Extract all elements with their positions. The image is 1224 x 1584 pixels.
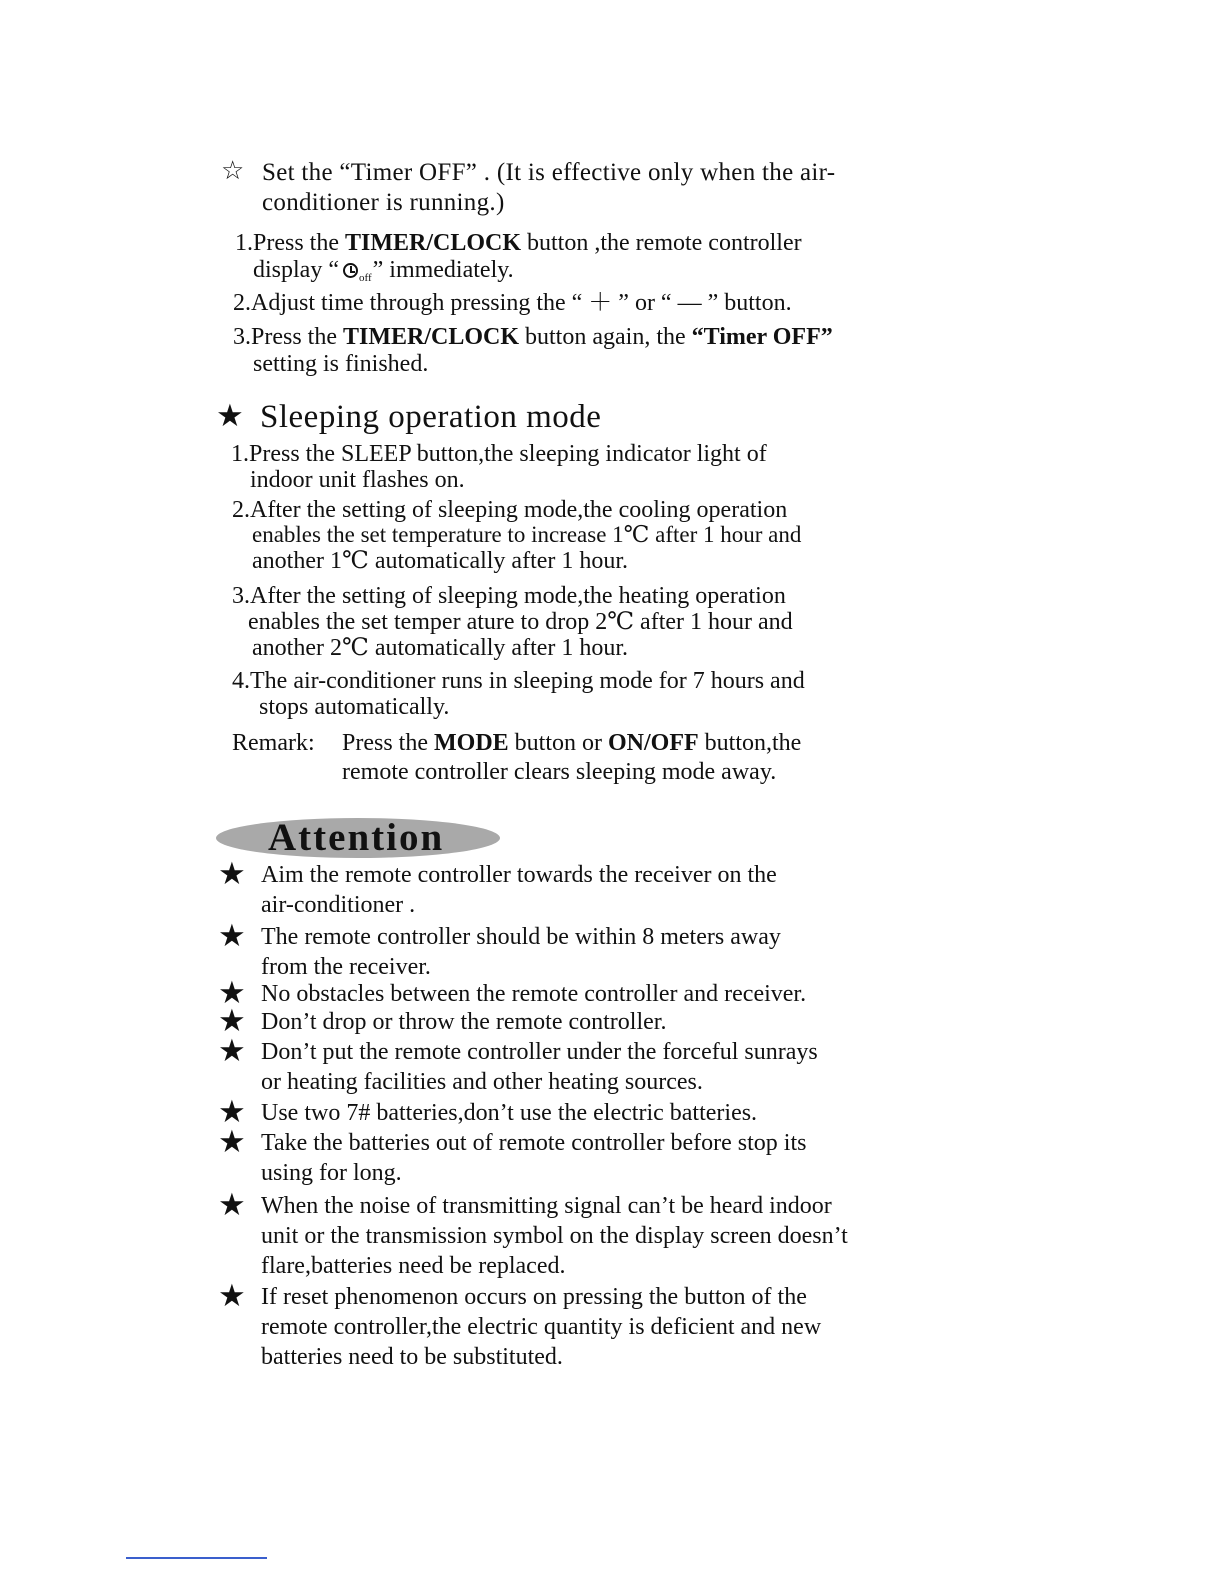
timer-off-step-3 — [233, 322, 833, 352]
sleep-remark-label: Remark: — [232, 730, 315, 756]
attention-item-8-line2: unit or the transmission symbol on the display screen doesn’t — [261, 1223, 848, 1249]
outline-star-icon: ☆ — [221, 156, 245, 186]
step1-display-suffix: ” immediately. — [372, 257, 514, 283]
sleep-item-1-line2: indoor unit flashes on. — [250, 467, 465, 493]
remark-mid: button or — [508, 730, 608, 756]
attention-item-8-line3: flare,batteries need be replaced. — [261, 1253, 566, 1279]
attention-item-2-line1: The remote controller should be within 8 meters away — [261, 924, 781, 950]
step1-bold-button: TIMER/CLOCK — [345, 230, 522, 256]
attention-item-7-line2: using for long. — [261, 1160, 402, 1186]
attention-item-3: No obstacles between the remote controller and receiver. — [261, 981, 807, 1007]
sleep-item-4-line1: 4.The air-conditioner runs in sleeping mode for 7 hours and — [232, 668, 805, 694]
star-icon: ★ — [218, 856, 246, 892]
remark-suffix: button,the — [698, 730, 802, 756]
attention-item-8-line1: When the noise of transmitting signal can’t be heard indoor — [261, 1193, 832, 1219]
star-icon: ★ — [218, 1033, 246, 1069]
star-icon: ★ — [218, 1124, 246, 1160]
sleep-item-3-line1: 3.After the setting of sleeping mode,the heating operation — [232, 583, 786, 609]
star-icon: ★ — [218, 1003, 246, 1039]
remark-mode-bold: MODE — [434, 730, 509, 756]
attention-item-2-line2: from the receiver. — [261, 954, 431, 980]
off-subscript: off — [358, 272, 372, 284]
sleep-remark-line2: remote controller clears sleeping mode away. — [342, 759, 777, 785]
step1-suffix: button ,the remote controller — [521, 230, 802, 256]
attention-item-9-line1: If reset phenomenon occurs on pressing the button of the — [261, 1284, 807, 1310]
attention-item-1-line2: air-conditioner . — [261, 892, 416, 918]
star-icon: ★ — [218, 975, 246, 1011]
attention-item-4: Don’t drop or throw the remote controller. — [261, 1009, 667, 1035]
timer-off-step-1 — [235, 228, 802, 258]
sleep-heading: Sleeping operation mode — [260, 399, 602, 435]
sleep-item-2-line1: 2.After the setting of sleeping mode,the cooling operation — [232, 497, 788, 523]
star-icon: ★ — [216, 398, 244, 434]
timer-off-step-3-line2: setting is finished. — [253, 351, 429, 377]
timer-off-intro-line1: Set the “Timer OFF” . (It is effective only when the air- — [262, 159, 836, 186]
attention-item-6: Use two 7# batteries,don’t use the electric batteries. — [261, 1100, 758, 1126]
sleep-item-2-line2: enables the set temperature to increase 1℃ after 1 hour and — [252, 522, 802, 547]
timer-off-step-2: 2.Adjust time through pressing the “ ＋ ” or “ — ” button. — [233, 290, 792, 316]
star-icon: ★ — [218, 1278, 246, 1314]
step1-display-prefix: display “ — [253, 257, 339, 283]
attention-item-1-line1: Aim the remote controller towards the receiver on the — [261, 862, 777, 888]
attention-item-5-line2: or heating facilities and other heating sources. — [261, 1069, 703, 1095]
star-icon: ★ — [218, 1187, 246, 1223]
sleep-item-3-line2: enables the set temper ature to drop 2℃ after 1 hour and — [248, 609, 793, 635]
sleep-remark-line1 — [342, 728, 801, 758]
remark-prefix: Press the — [342, 730, 434, 756]
step3-prefix: 3.Press the — [233, 324, 343, 350]
attention-item-9-line3: batteries need to be substituted. — [261, 1344, 563, 1370]
timer-off-intro-line2: conditioner is running.) — [262, 189, 505, 216]
step1-prefix: 1.Press the — [235, 230, 345, 256]
footer-divider — [126, 1557, 267, 1559]
sleep-item-1-line1: 1.Press the SLEEP button,the sleeping indicator light of — [231, 441, 767, 467]
clock-icon — [343, 263, 358, 278]
star-icon: ★ — [218, 918, 246, 954]
remark-onoff-bold: ON/OFF — [608, 730, 699, 756]
attention-title: Attention — [268, 816, 445, 859]
step3-bold-timer-off: “Timer OFF” — [691, 324, 833, 350]
step3-bold-button: TIMER/CLOCK — [343, 324, 520, 350]
attention-item-5-line1: Don’t put the remote controller under the forceful sunrays — [261, 1039, 818, 1065]
attention-item-9-line2: remote controller,the electric quantity is deficient and new — [261, 1314, 822, 1340]
sleep-item-3-line3: another 2℃ automatically after 1 hour. — [252, 635, 629, 661]
attention-item-7-line1: Take the batteries out of remote controller before stop its — [261, 1130, 807, 1156]
step3-mid: button again, the — [519, 324, 692, 350]
sleep-item-2-line3: another 1℃ automatically after 1 hour. — [252, 548, 629, 574]
star-icon: ★ — [218, 1094, 246, 1130]
sleep-item-4-line2: stops automatically. — [259, 694, 450, 720]
